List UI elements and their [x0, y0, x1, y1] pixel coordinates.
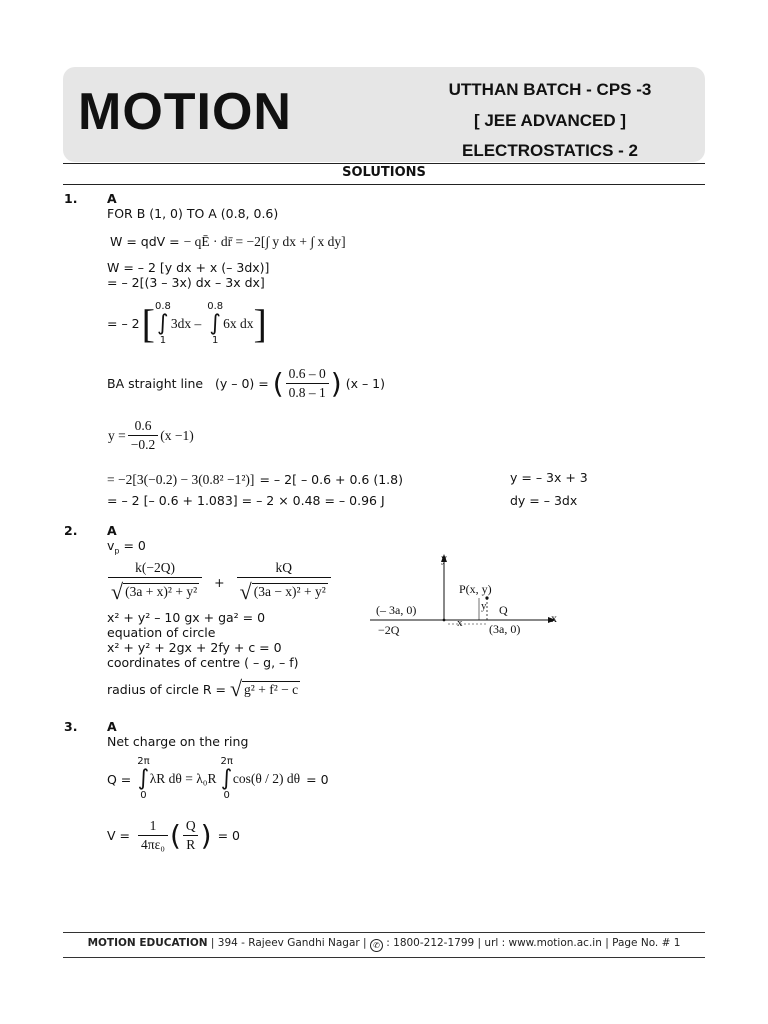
motion-logo: MOTION [78, 83, 292, 141]
q2-answer: A [107, 523, 117, 538]
q1-eval-eq: = −2[3(−0.2) − 3(0.8² −1²)] = – 2[ – 0.6 + 0.6 (1.8) [107, 472, 403, 487]
q1-side-eq: y = – 3x + 3 [510, 470, 588, 485]
q1-line-eq: BA straight line (y – 0) = ( $\frac{0.6 - 0}{0.8 - 1}$ ) (x – 1) [107, 366, 385, 400]
section-rule [63, 184, 705, 185]
fig-right-coord: (3a, 0) [489, 622, 521, 636]
fig-x-distance: x [457, 617, 463, 629]
q1-line: W = – 2 [y dx + x (– 3dx)] [107, 260, 270, 275]
q1-side-eq: dy = – 3dx [510, 493, 578, 508]
q2-line: $v_p = 0$ [107, 538, 146, 556]
q1-line: FOR B (1, 0) TO A (0.8, 0.6) [107, 206, 279, 221]
footer-address: | 394 - Rajeev Gandhi Nagar | [207, 937, 370, 949]
q3-charge-eq: Q = 2π ∫ 0 λR dθ = λ₀R 2π ∫ 0 cos(θ / 2) dθ = 0 [107, 756, 329, 801]
q2-number: 2. [64, 523, 78, 538]
fig-left-coord: (– 3a, 0) [376, 603, 417, 617]
batch-title: UTTHAN BATCH - CPS -3 [448, 80, 652, 99]
q1-work-eq: W = qdV = − qĒ · dr̄ = −2[∫ y dx + ∫ x dy] [110, 234, 346, 249]
q1-answer: A [107, 191, 117, 206]
q2-line: coordinates of centre ( – g, – f) [107, 655, 299, 670]
footer-brand: MOTION EDUCATION [87, 937, 208, 949]
fig-y-distance: y [481, 600, 487, 612]
fig-x-label: x [551, 611, 557, 625]
fig-right-charge: Q [499, 603, 508, 617]
q1-number: 1. [64, 191, 78, 206]
chapter-title: ELECTROSTATICS - 2 [462, 141, 638, 160]
header-rule [63, 163, 705, 164]
phone-icon: ✆ [370, 939, 383, 952]
section-title: SOLUTIONS [342, 165, 426, 180]
footer-contact: : 1800-212-1799 | url : www.motion.ac.in | Page No. # 1 [382, 937, 681, 949]
q2-line: x² + y² + 2gx + 2fy + c = 0 [107, 640, 282, 655]
q1-result: = – 2 [– 0.6 + 1.083] = – 2 × 0.48 = – 0.96 J [107, 493, 385, 508]
q2-potential-eq: $\frac{k(-2Q)}{\text{√ (3a + x)² + y²}}$ + $\frac{kQ}{\text{√ (3a − x)² + y²}}$ [106, 560, 333, 605]
fig-left-charge: −2Q [378, 623, 400, 637]
q1-y-eq: y = $\frac{0.6}{-0.2}$ (x −1) [108, 418, 194, 452]
q2-radius-eq: radius of circle R = √ g² + f² − c [107, 676, 299, 701]
q1-line: = – 2[(3 – 3x) dx – 3x dx] [107, 275, 265, 290]
fig-point-label: P(x, y) [459, 582, 492, 596]
q2-line: equation of circle [107, 625, 216, 640]
q3-answer: A [107, 719, 117, 734]
q3-potential-eq: V = $\frac{1}{\text{4πε₀}}$ ( $\frac{Q}{R}$ ) = 0 [107, 818, 240, 852]
q3-line: Net charge on the ring [107, 734, 249, 749]
footer-text [0, 937, 768, 952]
q3-number: 3. [64, 719, 78, 734]
q2-line: x² + y² – 10 gx + ga² = 0 [107, 610, 266, 625]
exam-title: [ JEE ADVANCED ] [473, 111, 627, 130]
origin-point [443, 619, 446, 622]
q1-integral-eq: = – 2 [ 0.8 ∫ 1 3dx – 0.8 ∫ 1 6x dx ] [107, 300, 267, 346]
fig-y-label: y [441, 551, 447, 565]
